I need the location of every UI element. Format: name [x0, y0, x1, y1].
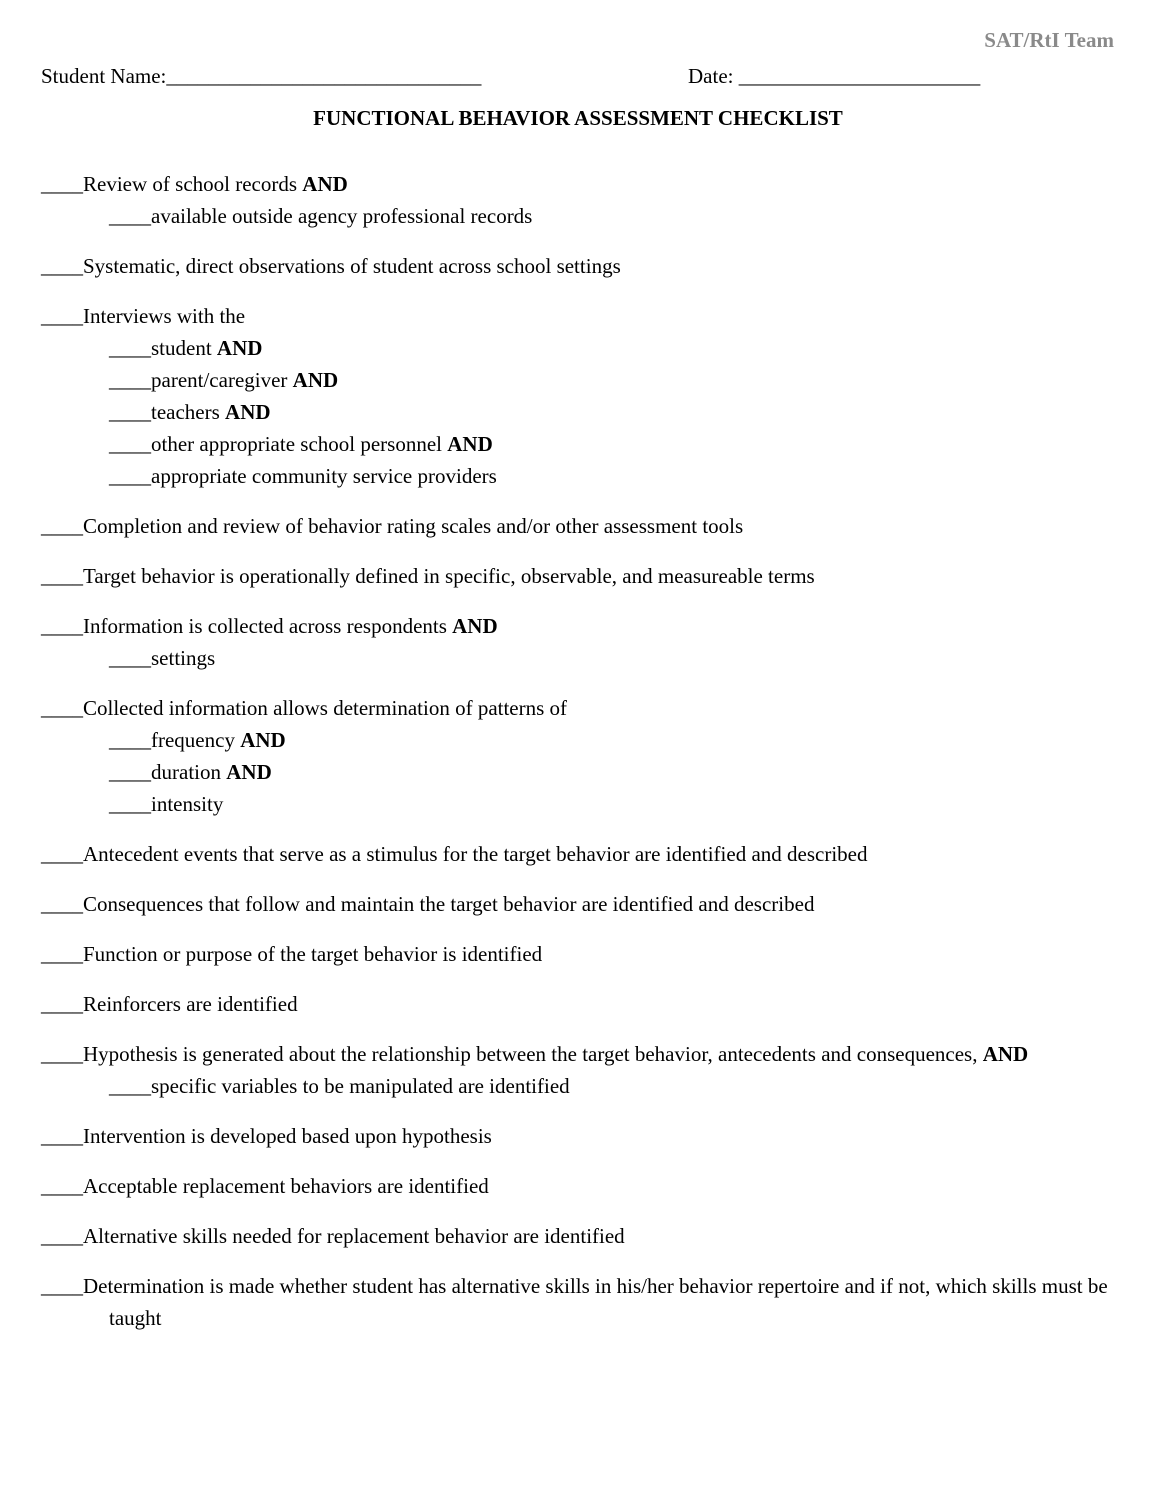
- item-text: Acceptable replacement behaviors are identified: [83, 1174, 489, 1198]
- checkbox-blank[interactable]: ____: [41, 892, 83, 916]
- checkbox-blank[interactable]: ____: [109, 336, 151, 360]
- checklist-subitem-row: [41, 642, 1121, 674]
- checklist-item-row: [41, 988, 1121, 1020]
- checklist-item-row: [41, 168, 1121, 200]
- checkbox-blank[interactable]: ____: [41, 254, 83, 278]
- and-keyword: AND: [216, 336, 263, 360]
- item-text: parent/caregiver: [151, 368, 293, 392]
- item-text: Information is collected across respondents: [83, 614, 453, 638]
- date-field[interactable]: [688, 64, 980, 89]
- checkbox-blank[interactable]: ____: [41, 842, 83, 866]
- item-text: Hypothesis is generated about the relationship between the target behavior, antecedents and consequences,: [83, 1042, 983, 1066]
- checklist-subitem-row: [41, 332, 1121, 364]
- item-text: Completion and review of behavior rating scales and/or other assessment tools: [83, 514, 744, 538]
- page-title: FUNCTIONAL BEHAVIOR ASSESSMENT CHECKLIST: [313, 106, 843, 130]
- checkbox-blank[interactable]: ____: [109, 432, 151, 456]
- item-text: intensity: [151, 792, 224, 816]
- checklist-item: [41, 888, 1121, 920]
- checklist-subitem-row: [41, 200, 1121, 232]
- checklist-item: [41, 250, 1121, 282]
- checkbox-blank[interactable]: ____: [41, 172, 83, 196]
- checklist-subitem-row: [41, 724, 1121, 756]
- checklist-subitem-row: [41, 428, 1121, 460]
- checkbox-blank[interactable]: ____: [41, 1224, 83, 1248]
- student-name-blank[interactable]: ______________________________: [166, 64, 482, 88]
- checklist-item: [41, 988, 1121, 1020]
- checkbox-blank[interactable]: ____: [41, 992, 83, 1016]
- checkbox-blank[interactable]: ____: [41, 614, 83, 638]
- checklist-subitem-row: [41, 788, 1121, 820]
- checkbox-blank[interactable]: ____: [41, 696, 83, 720]
- item-text: available outside agency professional records: [151, 204, 533, 228]
- checklist-item: [41, 1270, 1121, 1334]
- checkbox-blank[interactable]: ____: [109, 646, 151, 670]
- and-keyword: AND: [452, 614, 498, 638]
- and-keyword: AND: [240, 728, 286, 752]
- checklist-item-row: [41, 888, 1121, 920]
- checklist-subitem-row: [41, 1070, 1121, 1102]
- checklist-item-row: [41, 250, 1121, 282]
- checklist-item-row: [41, 1270, 1149, 1334]
- checkbox-blank[interactable]: ____: [109, 728, 151, 752]
- and-keyword: AND: [292, 368, 339, 392]
- and-keyword: AND: [225, 400, 271, 424]
- checklist-item: [41, 1170, 1121, 1202]
- item-text: Systematic, direct observations of student across school settings: [83, 254, 621, 278]
- checkbox-blank[interactable]: ____: [41, 304, 83, 328]
- checkbox-blank[interactable]: ____: [109, 368, 151, 392]
- checklist-item-row: [41, 560, 1121, 592]
- item-text: duration: [151, 760, 227, 784]
- checklist-item: [41, 300, 1121, 492]
- checklist-item: [41, 168, 1121, 232]
- checklist-item-row: [41, 610, 1121, 642]
- item-text: teachers: [151, 400, 226, 424]
- checklist-subitem-row: [41, 364, 1121, 396]
- item-text: appropriate community service providers: [151, 464, 497, 488]
- checklist-item-row: [41, 300, 1121, 332]
- checkbox-blank[interactable]: ____: [109, 1074, 151, 1098]
- checklist-subitem-row: [41, 460, 1121, 492]
- checkbox-blank[interactable]: ____: [109, 204, 151, 228]
- checklist-item: [41, 1220, 1121, 1252]
- item-text: specific variables to be manipulated are identified: [151, 1074, 570, 1098]
- checkbox-blank[interactable]: ____: [41, 1174, 83, 1198]
- and-keyword: AND: [226, 760, 272, 784]
- item-text: Review of school records: [83, 172, 303, 196]
- student-name-label: Student Name:: [41, 64, 167, 88]
- checkbox-blank[interactable]: ____: [109, 760, 151, 784]
- checklist-subitem-row: [41, 756, 1121, 788]
- checklist-item: [41, 510, 1121, 542]
- checkbox-blank[interactable]: ____: [109, 792, 151, 816]
- item-text: Determination is made whether student has alternative skills in his/her behavior repertoire and if not, which skills must be taught: [83, 1274, 1108, 1330]
- checklist-subitem-row: [41, 396, 1121, 428]
- item-text: Target behavior is operationally defined in specific, observable, and measureable terms: [83, 564, 815, 588]
- checkbox-blank[interactable]: ____: [41, 1042, 83, 1066]
- item-text: Reinforcers are identified: [83, 992, 298, 1016]
- item-text: student: [151, 336, 217, 360]
- checkbox-blank[interactable]: ____: [41, 942, 83, 966]
- item-text: Collected information allows determination of patterns of: [83, 696, 568, 720]
- item-text: Function or purpose of the target behavior is identified: [83, 942, 543, 966]
- item-text: settings: [151, 646, 216, 670]
- checklist-item: [41, 838, 1121, 870]
- team-label: SAT/RtI Team: [984, 28, 1114, 52]
- and-keyword: AND: [982, 1042, 1029, 1066]
- checkbox-blank[interactable]: ____: [41, 1124, 83, 1148]
- header-fields: [41, 64, 1116, 92]
- checklist-item-row: [41, 1038, 1121, 1070]
- checklist-item-row: [41, 938, 1121, 970]
- checklist-item: [41, 1038, 1121, 1102]
- item-text: frequency: [151, 728, 241, 752]
- checklist-item: [41, 938, 1121, 970]
- checklist-item: [41, 692, 1121, 820]
- item-text: Antecedent events that serve as a stimulus for the target behavior are identified and described: [83, 842, 868, 866]
- checkbox-blank[interactable]: ____: [109, 400, 151, 424]
- checklist: [41, 168, 1121, 1352]
- date-blank[interactable]: _______________________: [738, 64, 981, 88]
- checklist-item-row: [41, 1120, 1121, 1152]
- checklist-item-row: [41, 692, 1121, 724]
- and-keyword: AND: [447, 432, 493, 456]
- item-text: Alternative skills needed for replacement behavior are identified: [83, 1224, 625, 1248]
- checkbox-blank[interactable]: ____: [109, 464, 151, 488]
- checklist-item: [41, 1120, 1121, 1152]
- checklist-item-row: [41, 1220, 1121, 1252]
- item-text: Consequences that follow and maintain the target behavior are identified and described: [83, 892, 815, 916]
- item-text: other appropriate school personnel: [151, 432, 448, 456]
- checklist-item: [41, 560, 1121, 592]
- checklist-item: [41, 610, 1121, 674]
- item-text: Intervention is developed based upon hypothesis: [83, 1124, 492, 1148]
- checklist-item-row: [41, 510, 1121, 542]
- student-name-field[interactable]: [41, 64, 481, 89]
- date-label: Date:: [688, 64, 734, 88]
- checklist-item-row: [41, 838, 1121, 870]
- checkbox-blank[interactable]: ____: [41, 514, 83, 538]
- item-text: Interviews with the: [83, 304, 246, 328]
- checklist-item-row: [41, 1170, 1121, 1202]
- checkbox-blank[interactable]: ____: [41, 564, 83, 588]
- checkbox-blank[interactable]: ____: [41, 1274, 83, 1298]
- and-keyword: AND: [302, 172, 348, 196]
